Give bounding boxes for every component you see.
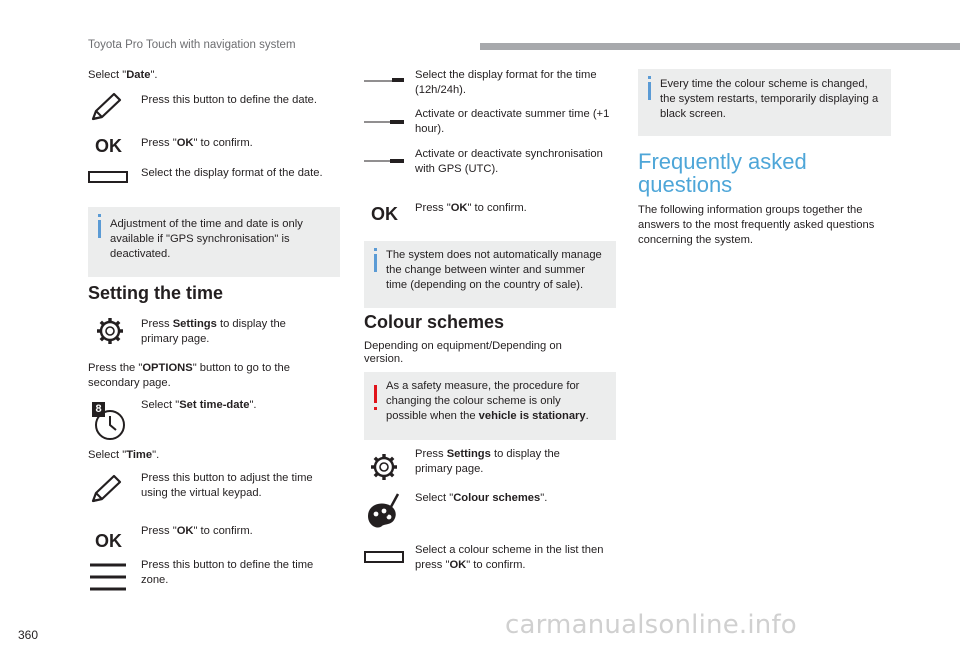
warning-note bbox=[364, 372, 616, 440]
ok-icon[interactable]: OK bbox=[95, 531, 122, 551]
info-note-text: The system does not automatically manage the change between winter and summer time (depending on the country of sale). bbox=[386, 249, 602, 291]
select-time-text: Select "Time". bbox=[88, 449, 160, 461]
pencil-icon[interactable] bbox=[90, 474, 122, 504]
set-time-date-text: Select "Set time-date". bbox=[141, 399, 257, 411]
date-format-text: Select the display format of the date. bbox=[141, 167, 323, 179]
watermark: carmanualsonline.info bbox=[505, 610, 797, 640]
info-note-winter bbox=[364, 241, 616, 308]
gps-sync-toggle-icon[interactable] bbox=[364, 156, 404, 166]
gps-sync-text: Activate or deactivate synchronisation with GPS (UTC). bbox=[415, 148, 603, 175]
header-bar bbox=[480, 43, 960, 50]
summer-time-toggle-icon[interactable] bbox=[364, 117, 404, 127]
ok-icon[interactable]: OK bbox=[95, 136, 122, 156]
clock-badge: 8 bbox=[92, 402, 105, 417]
gear-icon[interactable] bbox=[95, 316, 125, 346]
options-text: Press the "OPTIONS" button to go to the secondary page. bbox=[88, 362, 290, 389]
info-note-text: Adjustment of the time and date is only available if "GPS synchronisation" is deactivated. bbox=[110, 218, 303, 260]
select-list-text: Select a colour scheme in the list then press "OK" to confirm. bbox=[415, 544, 604, 571]
press-settings-text: Press Settings to display the primary page. bbox=[415, 448, 560, 475]
pencil-icon[interactable] bbox=[90, 92, 122, 122]
info-note-text: Every time the colour scheme is changed, the system restarts, temporarily displaying a black screen. bbox=[660, 78, 879, 120]
select-colour-schemes-text: Select "Colour schemes". bbox=[415, 492, 548, 504]
time-format-button-icon[interactable] bbox=[364, 75, 404, 85]
depending-text: Depending on equipment/Depending on version. bbox=[364, 340, 562, 365]
list-button-icon[interactable] bbox=[364, 551, 404, 563]
palette-icon[interactable] bbox=[364, 492, 402, 530]
press-settings-text: Press Settings to display the primary page. bbox=[141, 318, 286, 345]
info-icon bbox=[98, 220, 101, 238]
date-format-button-icon[interactable] bbox=[88, 171, 128, 183]
select-date-text: Select "Date". bbox=[88, 69, 158, 81]
time-zone-text: Press this button to define the time zone. bbox=[141, 559, 314, 586]
faq-heading: Frequently asked questions bbox=[638, 149, 807, 197]
ok-confirm-text: Press "OK" to confirm. bbox=[415, 202, 527, 214]
adjust-time-text: Press this button to adjust the time using the virtual keypad. bbox=[141, 472, 313, 499]
info-icon bbox=[374, 254, 377, 272]
gear-icon[interactable] bbox=[369, 452, 399, 482]
info-note-restart bbox=[638, 69, 891, 136]
faq-text: The following information groups together the answers to the most frequently asked questions concerning the system. bbox=[638, 204, 875, 246]
warning-note-text: As a safety measure, the procedure for changing the colour scheme is only possible when the vehicle is stationary. bbox=[386, 380, 589, 422]
running-header: Toyota Pro Touch with navigation system bbox=[88, 39, 296, 51]
time-format-text: Select the display format for the time (12h/24h). bbox=[415, 69, 597, 96]
define-date-text: Press this button to define the date. bbox=[141, 94, 318, 106]
info-note-date bbox=[88, 207, 340, 277]
ok-icon[interactable]: OK bbox=[371, 204, 398, 224]
colour-schemes-heading: Colour schemes bbox=[364, 312, 505, 332]
setting-time-heading: Setting the time bbox=[88, 283, 224, 303]
clock-icon[interactable] bbox=[92, 402, 128, 442]
ok-confirm-text: Press "OK" to confirm. bbox=[141, 525, 253, 537]
page-number: 360 bbox=[18, 628, 39, 642]
menu-icon[interactable] bbox=[90, 562, 126, 592]
summer-time-text: Activate or deactivate summer time (+1 hour). bbox=[415, 108, 610, 135]
info-icon bbox=[648, 82, 651, 100]
warning-icon bbox=[374, 385, 377, 403]
ok-confirm-text: Press "OK" to confirm. bbox=[141, 137, 253, 149]
